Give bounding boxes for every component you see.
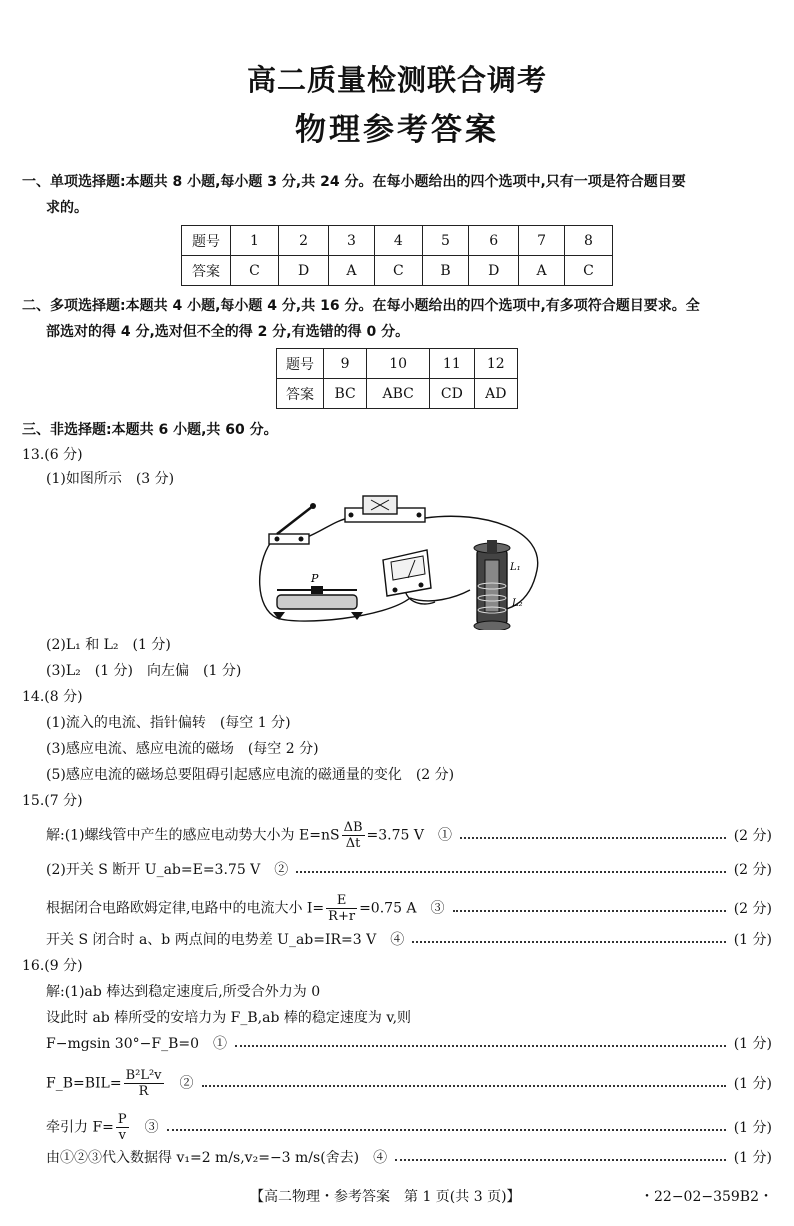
q16-step1 <box>46 1034 772 1054</box>
fraction: $\frac{\text{B²L²v}}{R}$ <box>125 1068 162 1099</box>
switch-icon <box>269 503 316 544</box>
q15-step4 <box>46 930 772 950</box>
q13-heading: 13.(6 分) <box>22 447 83 463</box>
answer-cell: BC <box>324 379 367 409</box>
q14-heading: 14.(8 分) <box>22 689 83 705</box>
points: (2 分) <box>733 900 772 917</box>
q16-step2-text: F_B=BIL= <box>46 1075 122 1092</box>
q16-step2 <box>46 1068 772 1099</box>
q16-heading: 16.(9 分) <box>22 958 83 974</box>
table-label: 题号 <box>277 349 324 379</box>
question-number: 11 <box>430 349 475 379</box>
fraction: $\frac{E}{R+r}$ <box>328 893 356 924</box>
q16-step1-text: F−mgsin 30°−F_B=0 ① <box>46 1036 227 1052</box>
q13-part3: (3)L₂ (1 分) 向左偏 (1 分) <box>46 663 242 679</box>
points: (2 分) <box>733 862 772 878</box>
table-row <box>182 226 613 256</box>
leader-dots <box>453 910 726 912</box>
q16-setup: 设此时 ab 棒所受的安培力为 F_B,ab 棒的稳定速度为 v,则 <box>46 1010 412 1026</box>
section1-heading: 一、单项选择题:本题共 8 小题,每小题 3 分,共 24 分。在每小题给出的四个选项中,只有一项是符合题目要 <box>22 174 686 190</box>
points: (1 分) <box>733 1150 772 1166</box>
rheostat-label: P <box>311 572 319 585</box>
section2-heading-cont: 部选对的得 4 分,选对但不全的得 2 分,有选错的得 0 分。 <box>46 324 410 340</box>
q15-step4-text: 开关 S 闭合时 a、b 两点间的电势差 U_ab=IR=3 V ④ <box>46 932 405 948</box>
answer-cell: A <box>329 256 375 286</box>
section1-heading-cont: 求的。 <box>46 200 88 216</box>
points: (1 分) <box>733 932 772 948</box>
battery-icon <box>345 496 425 522</box>
circuit-figure <box>255 490 545 630</box>
coil-l2-label: L₂ <box>512 598 523 609</box>
answer-cell: ABC <box>367 379 430 409</box>
answer-title: 物理参考答案 <box>295 112 499 148</box>
wire <box>305 518 350 538</box>
fraction: $\frac{\Delta B}{\Delta t}$ <box>343 820 363 851</box>
answer-cell: D <box>469 256 519 286</box>
leader-dots <box>460 837 726 839</box>
doc-code: ・22−02−359B2・ <box>640 1189 774 1205</box>
q14-part5: (5)感应电流的磁场总要阻碍引起感应电流的磁通量的变化 (2 分) <box>46 767 455 783</box>
question-number: 9 <box>324 349 367 379</box>
q15-step3-text: 根据闭合电路欧姆定律,电路中的电流大小 I= <box>46 900 325 917</box>
page-footer: 【高二物理・参考答案 第 1 页(共 3 页)】 <box>250 1189 521 1205</box>
question-number: 10 <box>367 349 430 379</box>
answer-cell: A <box>519 256 565 286</box>
question-number: 12 <box>474 349 517 379</box>
coil-l1-label: L₁ <box>510 562 521 573</box>
rheostat-icon <box>273 572 363 620</box>
q16-step2-marker: ② <box>165 1075 194 1092</box>
q16-step3-marker: ③ <box>130 1119 159 1136</box>
q13-part2: (2)L₁ 和 L₂ (1 分) <box>46 637 171 653</box>
q13-part1: (1)如图所示 (3 分) <box>46 471 175 487</box>
points: (1 分) <box>733 1119 772 1136</box>
table-row <box>277 349 518 379</box>
section3-heading: 三、非选择题:本题共 6 小题,共 60 分。 <box>22 422 278 438</box>
answer-cell: C <box>231 256 279 286</box>
single-choice-table <box>181 225 613 286</box>
leader-dots <box>235 1045 726 1047</box>
q16-step4 <box>46 1148 772 1168</box>
fraction: $\frac{P}{v}$ <box>117 1112 127 1143</box>
question-number: 6 <box>469 226 519 256</box>
q16-step3 <box>46 1112 772 1143</box>
question-number: 4 <box>374 226 422 256</box>
section2-heading: 二、多项选择题:本题共 4 小题,每小题 4 分,共 16 分。在每小题给出的四个选项中,有多项符合题目要求。全 <box>22 298 700 314</box>
q15-step2 <box>46 860 772 880</box>
leader-dots <box>412 941 725 943</box>
table-label: 答案 <box>182 256 231 286</box>
q15-step2-text: (2)开关 S 断开 U_ab=E=3.75 V ② <box>46 862 289 878</box>
points: (2 分) <box>733 827 772 844</box>
q15-step3-result: =0.75 A ③ <box>359 900 445 917</box>
question-number: 2 <box>279 226 329 256</box>
question-number: 8 <box>564 226 612 256</box>
leader-dots <box>296 871 725 873</box>
q15-step3 <box>46 893 772 924</box>
leader-dots <box>167 1129 726 1131</box>
coil-icon <box>474 540 523 630</box>
q15-step1-text: 解:(1)螺线管中产生的感应电动势大小为 E=nS <box>46 827 340 844</box>
points: (1 分) <box>733 1075 772 1092</box>
q16-step4-text: 由①②③代入数据得 v₁=2 m/s,v₂=−3 m/s(舍去) ④ <box>46 1150 388 1166</box>
answer-cell: AD <box>474 379 517 409</box>
answer-cell: C <box>564 256 612 286</box>
answer-cell: CD <box>430 379 475 409</box>
multiple-choice-table <box>276 348 518 409</box>
table-label: 题号 <box>182 226 231 256</box>
question-number: 5 <box>422 226 468 256</box>
table-row <box>182 256 613 286</box>
q16-step0: 解:(1)ab 棒达到稳定速度后,所受合外力为 0 <box>46 984 321 1000</box>
question-number: 3 <box>329 226 375 256</box>
answer-cell: D <box>279 256 329 286</box>
answer-cell: B <box>422 256 468 286</box>
q15-heading: 15.(7 分) <box>22 793 83 809</box>
exam-title: 高二质量检测联合调考 <box>246 63 547 97</box>
q15-step1-result: =3.75 V ① <box>366 827 452 844</box>
leader-dots <box>202 1085 726 1087</box>
q14-part3: (3)感应电流、感应电流的磁场 (每空 2 分) <box>46 741 319 757</box>
points: (1 分) <box>733 1036 772 1052</box>
leader-dots <box>395 1159 726 1161</box>
wire <box>410 590 470 601</box>
table-label: 答案 <box>277 379 324 409</box>
q15-step1 <box>46 820 772 851</box>
table-row <box>277 379 518 409</box>
q16-step3-text: 牵引力 F= <box>46 1119 114 1136</box>
question-number: 1 <box>231 226 279 256</box>
question-number: 7 <box>519 226 565 256</box>
q14-part1: (1)流入的电流、指针偏转 (每空 1 分) <box>46 715 291 731</box>
answer-cell: C <box>374 256 422 286</box>
galvanometer-icon <box>383 550 431 596</box>
